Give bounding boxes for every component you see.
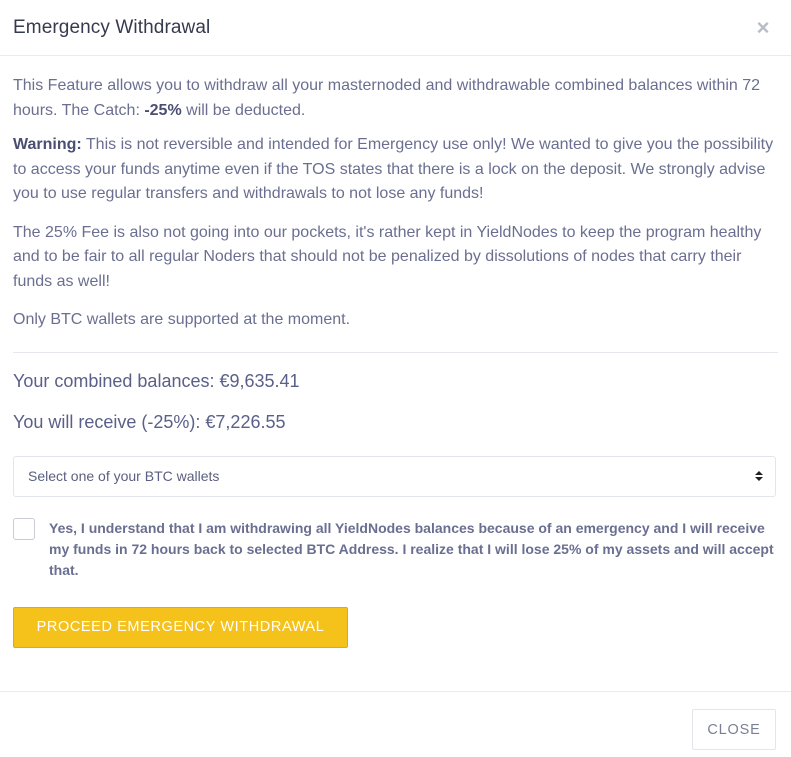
- modal-header: [0, 0, 791, 56]
- modal-footer: [0, 691, 791, 757]
- receive-amount: You will receive (-25%): €7,226.55: [13, 411, 286, 432]
- warning-text: This is not reversible and intended for Emergency use only! We wanted to give you the possibility to access your funds anytime even if the TOS states that there is a lock on the deposit. We strongly advise you to use regular transfers and withdrawals to not lose any funds!: [13, 136, 774, 202]
- fee-paragraph: The 25% Fee is also not going into our pockets, it's rather kept in YieldNodes to keep the program healthy and to be fair to all regular Noders that should not be penalized by dissolutions of nodes that carry their funds as well!: [13, 223, 762, 290]
- consent-text: Yes, I understand that I am withdrawing all YieldNodes balances because of an emergency and I will receive my funds in 72 hours back to selected BTC Address. I realize that I will lose 25% of my assets and will accept that.: [49, 519, 774, 578]
- close-button[interactable]: CLOSE: [692, 709, 776, 750]
- warning-paragraph: [13, 133, 778, 207]
- consent-row: [13, 518, 778, 581]
- btc-note: Only BTC wallets are supported at the moment.: [13, 311, 351, 328]
- warning-label: Warning:: [13, 136, 82, 153]
- btc-wallet-select-value: Select one of your BTC wallets: [28, 468, 220, 484]
- intro-fee: -25%: [144, 101, 182, 119]
- modal-body: [0, 56, 791, 648]
- intro-text: This Feature allows you to withdraw all your masternoded and withdrawable combined balances within 72 hours. The Catch:: [13, 77, 761, 119]
- divider: [13, 352, 778, 353]
- btc-wallet-select[interactable]: [13, 456, 776, 497]
- close-icon[interactable]: ×: [756, 14, 770, 40]
- select-arrows-icon: [755, 471, 763, 481]
- proceed-emergency-withdrawal-button[interactable]: PROCEED EMERGENCY WITHDRAWAL: [13, 607, 348, 648]
- consent-checkbox[interactable]: [13, 518, 35, 540]
- intro-paragraph: [13, 74, 778, 123]
- combined-balance: Your combined balances: €9,635.41: [13, 370, 300, 391]
- intro-suffix: will be deducted.: [181, 101, 306, 119]
- modal-title: Emergency Withdrawal: [13, 16, 211, 38]
